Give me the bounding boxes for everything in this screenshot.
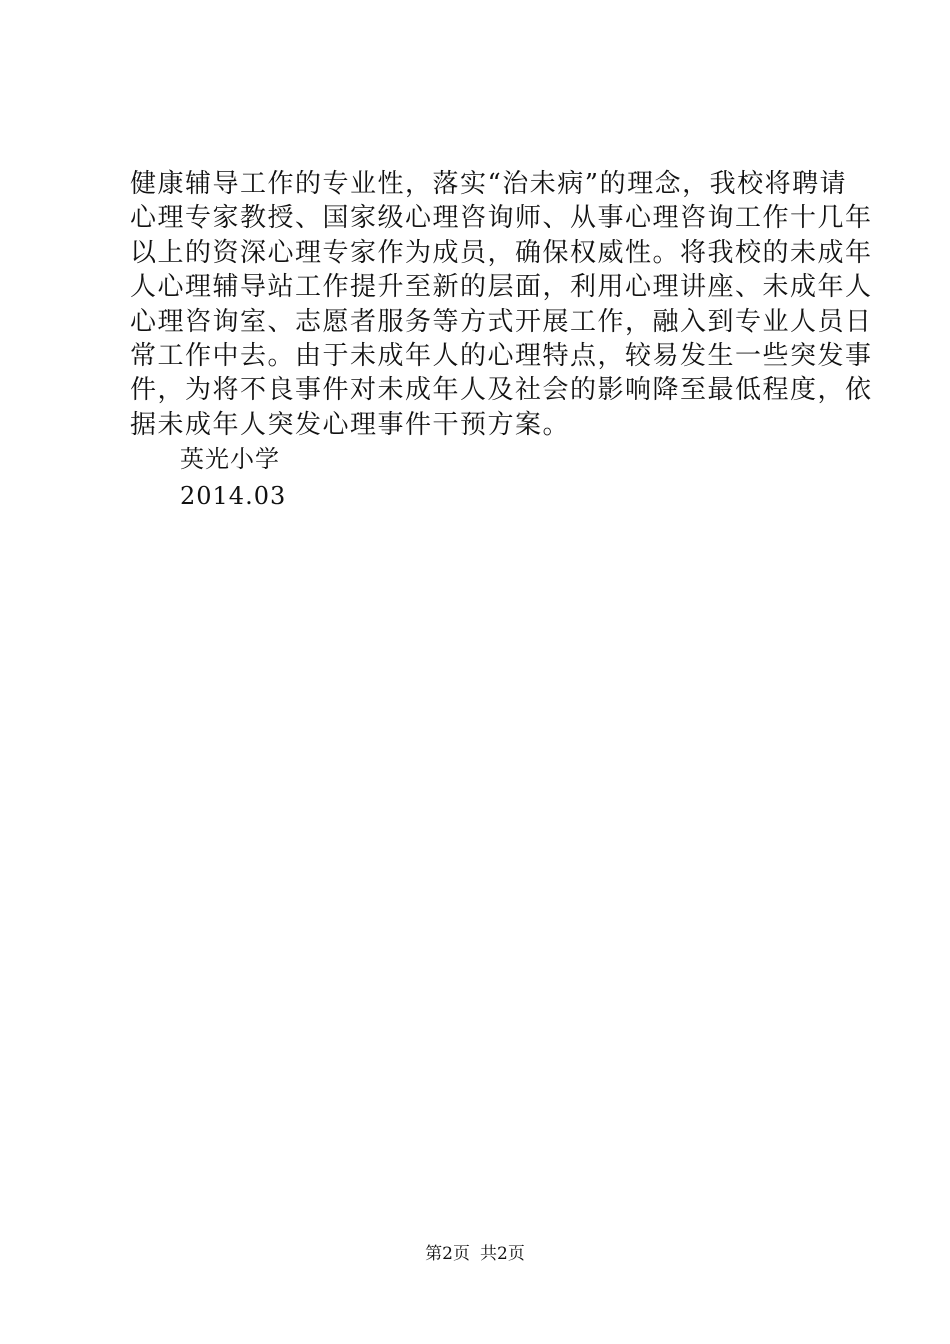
paragraph-line: 常工作中去。由于未成年人的心理特点，较易发生一些突发事 (130, 341, 873, 372)
page-number-current: 第2页 (425, 1244, 470, 1264)
paragraph-line: 据未成年人突发心理事件干预方案。 (130, 409, 571, 440)
page-footer (0, 1243, 950, 1265)
document-date: 2014.03 (180, 482, 287, 510)
paragraph-line: 人心理辅导站工作提升至新的层面，利用心理讲座、未成年人 (130, 272, 873, 303)
school-name: 英光小学 (180, 445, 280, 473)
signature-block (180, 441, 286, 515)
paragraph-line: 件，为将不良事件对未成年人及社会的影响降至最低程度，依 (130, 375, 873, 406)
body-paragraph (130, 167, 873, 442)
paragraph-line: 心理专家教授、国家级心理咨询师、从事心理咨询工作十几年 (130, 203, 873, 234)
page-number-total: 共2页 (480, 1244, 525, 1264)
paragraph-line: 健康辅导工作的专业性，落实“治未病”的理念，我校将聘请 (130, 169, 848, 199)
paragraph-line: 心理咨询室、志愿者服务等方式开展工作，融入到专业人员日 (130, 306, 873, 337)
paragraph-line: 以上的资深心理专家作为成员，确保权威性。将我校的未成年 (130, 237, 873, 268)
